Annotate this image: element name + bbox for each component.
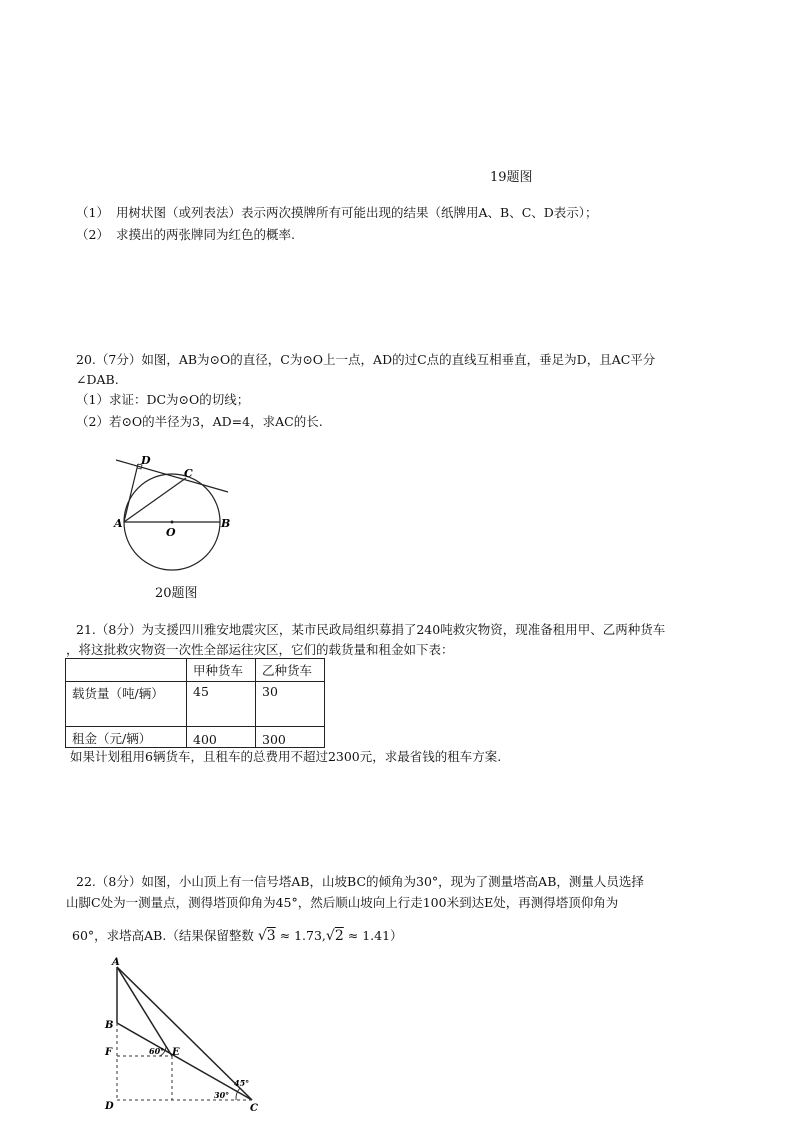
table-header-row [66,659,325,682]
q22-sightline-ac [117,967,252,1100]
q21-after-text: 如果计划租用6辆货车，且租车的总费用不超过2300元，求最省钱的租车方案. [70,749,502,764]
table-cell: 400 [187,727,256,748]
q20-caption: 20题图 [155,586,198,601]
q22-approx1: ≈ 1.73, [279,928,326,943]
q22-label-angle30: 30° [214,1090,230,1100]
table-header-cell: 甲种货车 [187,659,256,682]
q22-label-f: F [105,1047,113,1058]
q20-label-o: O [166,526,176,539]
q20-center-dot [171,521,174,524]
q20-label-c: C [184,467,193,480]
q21-line1: 21.（8分）为支援四川雅安地震灾区，某市民政局组织募捐了240吨救灾物资，现准备租用甲、乙两种货车 [76,622,666,637]
q19-caption: 19题图 [490,170,533,185]
q22-sqrt2: 2 [334,928,344,944]
q20-label-a: A [114,517,123,530]
table-header-cell [66,659,187,682]
q21-line2: ，将这批救灾物资一次性全部运往灾区，它们的载货量和租金如下表： [66,642,454,657]
q22-label-a: A [112,957,120,968]
table-row [66,727,325,748]
q19-part2-num: （2） [76,227,109,242]
q22-arc-30 [236,1088,240,1100]
q22-figure [100,955,270,1120]
q22-label-d: D [105,1101,114,1112]
q19-part2-text: 求摸出的两张牌同为红色的概率. [116,227,295,242]
q20-line1: 20.（7分）如图，AB为⊙O的直径，C为⊙O上一点，AD的过C点的直线互相垂直，垂足为D，且AC平分 [76,352,656,367]
q22-approx2: ≈ 1.41） [347,928,403,943]
table-cell: 300 [256,727,325,748]
q19-part1 [76,203,598,221]
table-row [66,682,325,727]
table-cell: 租金（元/辆） [66,727,187,748]
sqrt-icon: √3 [257,928,276,944]
q20-part1: （1）求证：DC为⊙O的切线； [76,392,250,407]
q22-sightline-ae [117,967,172,1056]
q22-line3 [72,926,403,944]
q22-line3-prefix: 60°，求塔高AB.（结果保留整数 [72,928,254,943]
q20-line2: ∠DAB. [76,372,119,387]
table-cell: 载货量（吨/辆） [66,682,187,727]
q20-figure [108,448,238,573]
q22-sqrt3: 3 [266,928,276,944]
q19-part1-text: 用树状图（或列表法）表示两次摸牌所有可能出现的结果（纸牌用A、B、C、D表示）； [116,205,598,220]
q20-label-b: B [221,517,231,530]
table-cell: 45 [187,682,256,727]
sqrt-icon: √2 [325,928,344,944]
q20-part2: （2）若⊙O的半径为3，AD=4，求AC的长. [76,414,323,429]
q20-label-d: D [141,454,151,467]
q22-label-c: C [250,1103,258,1114]
table-header-cell: 乙种货车 [256,659,325,682]
q22-label-b: B [105,1020,114,1031]
q22-label-angle60: 60° [149,1046,165,1056]
q21-rent-table [65,658,325,748]
q19-part2 [76,225,295,243]
q19-part1-num: （1） [76,205,109,220]
q22-line2: 山脚C处为一测量点，测得塔顶仰角为45°，然后顺山坡向上行走100米到达E处，再测得塔顶仰角为 [66,895,619,910]
q22-line1: 22.（8分）如图，小山顶上有一信号塔AB，山坡BC的倾角为30°，现为了测量塔高AB，测量人员选择 [76,874,644,889]
q22-label-angle45: 45° [234,1078,250,1088]
q22-label-e: E [172,1047,180,1058]
table-cell: 30 [256,682,325,727]
